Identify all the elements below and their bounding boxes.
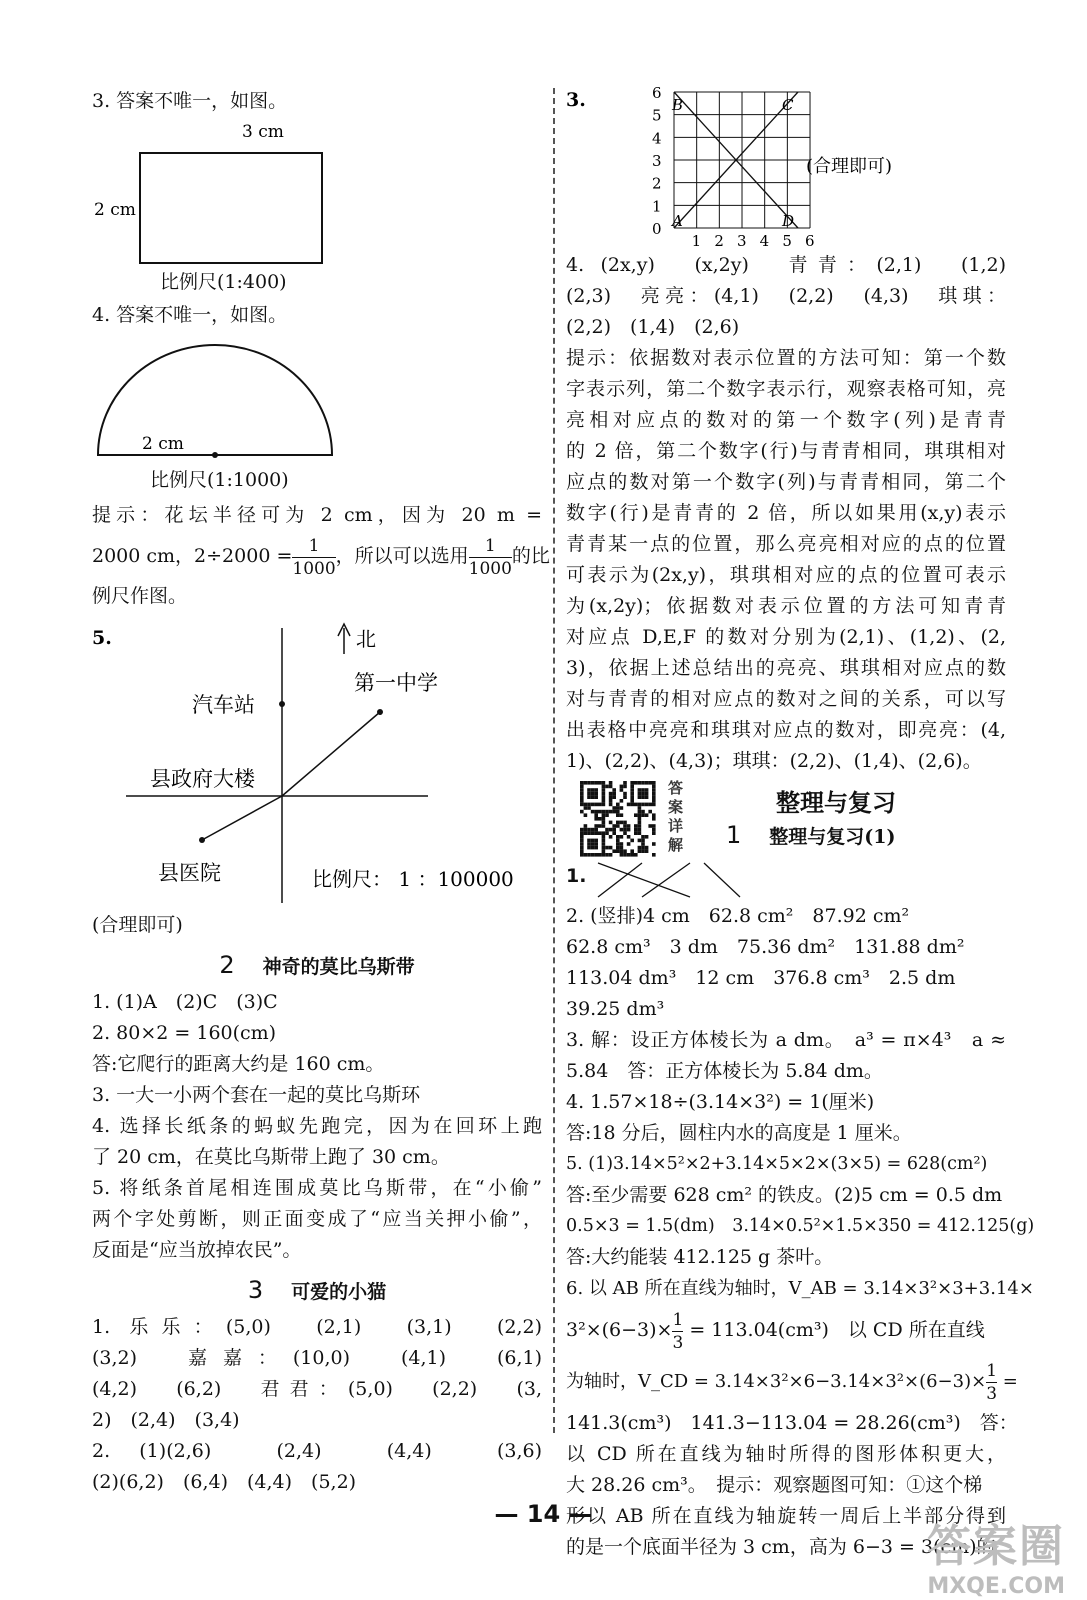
center-dot: [212, 452, 218, 458]
grid-note: (合理即可): [806, 156, 893, 177]
r-q6-text: =: [997, 1371, 1018, 1392]
review-title: 整理与复习: [776, 789, 896, 817]
gov-building-label: 县政府大楼: [150, 767, 255, 791]
r-q1-number: 1.: [566, 865, 587, 887]
section-3-answers: [92, 1312, 542, 1498]
fraction-1-3: [672, 1309, 683, 1354]
page-number: — 14 —: [494, 1500, 593, 1528]
r-q5-line: 答:至少需要 628 cm² 的铁皮。(2)5 cm = 0.5 dm: [566, 1184, 1003, 1206]
frac-den-b: 1000: [468, 558, 512, 579]
hint-line: 可表示为(2x,y)，琪琪相对应的点的位置可表示: [566, 564, 1006, 586]
r-q3-line: 3. 解：设正方体棱长为 a dm。 a³ = π×4³ a ≈: [566, 1029, 1006, 1051]
r-q4-line: (2,3) 亮亮：(4,1) (2,2) (4,3) 琪琪：: [566, 285, 1006, 307]
map-scale-label: 比例尺： 1 ：100000: [312, 867, 514, 891]
r-q4-line: (2,2) (1,4) (2,6): [566, 316, 740, 338]
map-note: (合理即可): [92, 914, 183, 936]
hint-paragraph: [566, 343, 1006, 777]
coordinate-grid-figure: [566, 80, 1006, 250]
hint-text-c: 的比: [511, 545, 550, 567]
semicircle-figure: [92, 331, 542, 461]
grid-x-label: 3: [737, 232, 747, 250]
qr-code-icon[interactable]: [580, 781, 680, 861]
school-dot: [377, 709, 383, 715]
frac-den: 1000: [292, 558, 336, 579]
s2-line: 2. 80×2 = 160(cm): [92, 1022, 277, 1044]
hint-line: 提示：依据数对表示位置的方法可知：第一个数: [566, 347, 1006, 369]
semicircle-shape: [98, 345, 332, 455]
grid-y-label: 4: [652, 129, 662, 148]
rectangle-figure: [92, 117, 542, 267]
fraction-1-1000-b: [469, 535, 512, 580]
s3-line: 2) (2,4) (3,4): [92, 1409, 240, 1431]
section-3-title: [92, 1270, 542, 1312]
corner-d: D: [782, 212, 795, 230]
corner-b: B: [672, 96, 684, 114]
corner-a: A: [672, 212, 683, 230]
frac-num: 1: [308, 535, 320, 556]
grid-y-label: 5: [652, 106, 662, 125]
hint-line: 的 2 倍，第二个数字(行)与青青相同，琪琪相对: [566, 440, 1006, 462]
frac-num: 1: [986, 1360, 998, 1381]
grid-x-label: 4: [759, 232, 770, 250]
hint-line: 应点的数对第一个数字(列)与青青相同，第二个: [566, 471, 1006, 493]
s3-line: 1. 乐乐：(5,0) (2,1) (3,1) (2,2): [92, 1316, 542, 1338]
q4-heading: 4. 答案不唯一，如图。: [92, 304, 288, 326]
section-3-name: 可爱的小猫: [291, 1281, 387, 1303]
column-divider: [553, 88, 555, 1433]
r-q6-text: = 113.04(cm³) 以 CD 所在直线: [683, 1319, 985, 1341]
grid-x-label: 5: [782, 232, 792, 250]
hint-line: 1)、(2,2)、(4,3)；琪琪：(2,2)、(1,4)、(2,6)。: [566, 750, 982, 772]
hint-line-2: [92, 531, 550, 581]
matching-lines: [594, 857, 754, 901]
s2-line: 了 20 cm，在莫比乌斯带上跑了 30 cm。: [92, 1146, 450, 1168]
frac-den: 3: [986, 1383, 998, 1404]
match-line: [642, 863, 690, 897]
grid-y-label: 6: [652, 84, 662, 102]
rect-top-label: 3 cm: [242, 122, 284, 142]
semicircle-scale: 比例尺(1:1000): [150, 469, 289, 491]
hint-line: 亮相对应点的数对的第一个数字(列)是青青: [566, 409, 1006, 431]
r-q2-line: 39.25 dm³: [566, 998, 665, 1020]
s2-line: 4. 选择长纸条的蚂蚁先跑完，因为在回环上跑: [92, 1115, 542, 1137]
grid-x-label: 2: [714, 232, 724, 250]
r-q6-text: 3²×(6−3)×: [566, 1319, 673, 1341]
fraction-1-3-b: [986, 1360, 997, 1405]
match-line: [598, 863, 642, 897]
match-line: [704, 863, 740, 897]
frac-num-b: 1: [484, 535, 496, 556]
r-q4-line: 4. (2x,y) (x,2y) 青青：(2,1) (1,2): [566, 254, 1006, 276]
school-label: 第一中学: [354, 671, 438, 695]
frac-num: 1: [672, 1309, 684, 1330]
section-2-number: 2: [219, 951, 235, 979]
s3-line: 2. (1)(2,6) (2,4) (4,4) (3,6): [92, 1440, 542, 1462]
r-q6-line: 的是一个底面半径为 3 cm，高为 6−3 = 3(cm)的: [566, 1536, 996, 1558]
hospital-line: [202, 796, 282, 840]
grid-y-label: 0: [652, 220, 662, 239]
hint-line-3: 例尺作图。: [92, 585, 188, 607]
section-2-title: [92, 945, 542, 987]
s2-line: 反面是“应当放掉农民”。: [92, 1239, 302, 1261]
r-q6-line: [566, 1356, 1018, 1408]
grid-x-label: 6: [805, 232, 815, 250]
bus-station-label: 汽车站: [192, 693, 255, 717]
s2-line: 3. 一大一小两个套在一起的莫比乌斯环: [92, 1084, 421, 1106]
r-q5-line: 答:大约能装 412.125 g 茶叶。: [566, 1246, 834, 1268]
semicircle-radius-label: 2 cm: [142, 434, 184, 454]
r-q4a-line: 4. 1.57×18÷(3.14×3²) = 1(厘米): [566, 1091, 875, 1113]
r-q4a-line: 答:18 分后，圆柱内水的高度是 1 厘米。: [566, 1122, 912, 1144]
q5-number: 5.: [92, 627, 112, 649]
hint-line: 青青某一点的位置，那么亮亮相对应的点的位置: [566, 533, 1006, 555]
r-q2-line: 113.04 dm³ 12 cm 376.8 cm³ 2.5 dm: [566, 967, 956, 989]
q3-number-right: 3.: [566, 89, 586, 111]
watermark-logo: [927, 1510, 1065, 1599]
hint-text-b: ，所以可以选用: [335, 545, 469, 567]
review-header: [566, 777, 1006, 857]
section-2-answers: [92, 987, 542, 1266]
scaled-rectangle: [140, 153, 322, 263]
watermark-big: 答案圈: [927, 1521, 1065, 1572]
hint-line: 字表示列，第二个数字表示行，观察表格可知，亮: [566, 378, 1006, 400]
r-q6-line: 141.3(cm³) 141.3−113.04 = 28.26(cm³) 答：: [566, 1412, 1018, 1434]
hospital-dot: [199, 837, 205, 843]
rect-scale: 比例尺(1:400): [160, 271, 287, 293]
s3-line: (4,2) (6,2) 君君：(5,0) (2,2) (3,: [92, 1378, 542, 1400]
review-number: 1: [726, 821, 742, 849]
hint-line: 为(x,2y)；依据数对表示位置的方法可知青青: [566, 595, 1006, 617]
r-q2-line: 62.8 cm³ 3 dm 75.36 dm² 131.88 dm²: [566, 936, 965, 958]
section-3-number: 3: [247, 1276, 264, 1304]
r-q1: [566, 857, 1006, 901]
hint-line: 出表格中亮亮和琪琪对应点的数对，即亮亮：(4,: [566, 719, 1006, 741]
left-column: [92, 80, 550, 1498]
bus-station-dot: [279, 701, 285, 707]
s2-line: 5. 将纸条首尾相连围成莫比乌斯带，在“小偷”: [92, 1177, 542, 1199]
r-q6-line: 6. 以 AB 所在直线为轴时，V_AB = 3.14×3²×3+3.14×: [566, 1278, 1034, 1299]
grid-x-label: 1: [691, 232, 702, 250]
frac-den: 3: [672, 1332, 684, 1353]
q3-heading: 3. 答案不唯一，如图。: [92, 90, 288, 112]
grid-y-label: 3: [652, 152, 662, 171]
r-q5-line: 0.5×3 = 1.5(dm) 3.14×0.5²×1.5×350 = 412.125(g): [566, 1216, 1035, 1236]
r-q6-text: 为轴时，V_CD = 3.14×3²×6−3.14×3²×(6−3)×: [566, 1371, 987, 1392]
r-q6-line: [566, 1304, 1006, 1356]
hint-line: 3)，依据上述总结出的亮亮、琪琪相对应点的数: [566, 657, 1006, 679]
s2-line: 两个字处剪断，则正面变成了“应当关押小偷”，: [92, 1208, 542, 1230]
school-line: [282, 712, 380, 796]
hospital-label: 县医院: [158, 861, 221, 885]
hint-line-1: 提示：花坛半径可为 2 cm，因为 20 m =: [92, 504, 542, 526]
grid-y-label: 2: [652, 174, 662, 193]
review-subname: 整理与复习(1): [769, 826, 896, 848]
north-label: 北: [356, 627, 376, 651]
qr-side-text: 答案详解: [668, 779, 684, 854]
hint-line: 对与青青的相对应点的数对之间的关系，可以写: [566, 688, 1006, 710]
r-q2-line: 2. (竖排)4 cm 62.8 cm² 87.92 cm²: [566, 905, 910, 927]
hint-text-a: 2000 cm，2÷2000 =: [92, 545, 293, 567]
r-q6-line: 以 CD 所在直线为轴时所得的图形体积更大，: [566, 1443, 1006, 1465]
corner-c: C: [782, 96, 794, 114]
section-2-name: 神奇的莫比乌斯带: [262, 956, 415, 978]
r-q5-line: 5. (1)3.14×5²×2+3.14×5×2×(3×5) = 628(cm²): [566, 1154, 988, 1174]
watermark-small: MXQE.COM: [927, 1574, 1065, 1599]
r-q6-line: 形以 AB 所在直线为轴旋转一周后上半部分得到: [566, 1505, 1006, 1527]
hint-line: 数字(行)是青青的 2 倍，所以如果用(x,y)表示: [566, 502, 1006, 524]
match-line: [598, 863, 690, 897]
grid-y-label: 1: [652, 197, 662, 216]
r-q3-line: 5.84 答：正方体棱长为 5.84 dm。: [566, 1060, 883, 1082]
review-subtitle: [726, 821, 895, 849]
r-q6-line: 大 28.26 cm³。 提示：观察题图可知：①这个梯: [566, 1474, 983, 1496]
rect-side-label: 2 cm: [94, 200, 136, 220]
s3-line: (3,2) 嘉嘉：(10,0) (4,1) (6,1): [92, 1347, 542, 1369]
map-figure: [92, 618, 542, 908]
s3-line: (2)(6,2) (6,4) (4,4) (5,2): [92, 1471, 357, 1493]
s2-line: 答:它爬行的距离大约是 160 cm。: [92, 1053, 385, 1075]
hint-line: 对应点 D,E,F 的数对分别为(2,1)、(1,2)、(2,: [566, 626, 1006, 648]
s2-line: 1. (1)A (2)C (3)C: [92, 991, 278, 1013]
fraction-1-1000: [292, 535, 335, 580]
